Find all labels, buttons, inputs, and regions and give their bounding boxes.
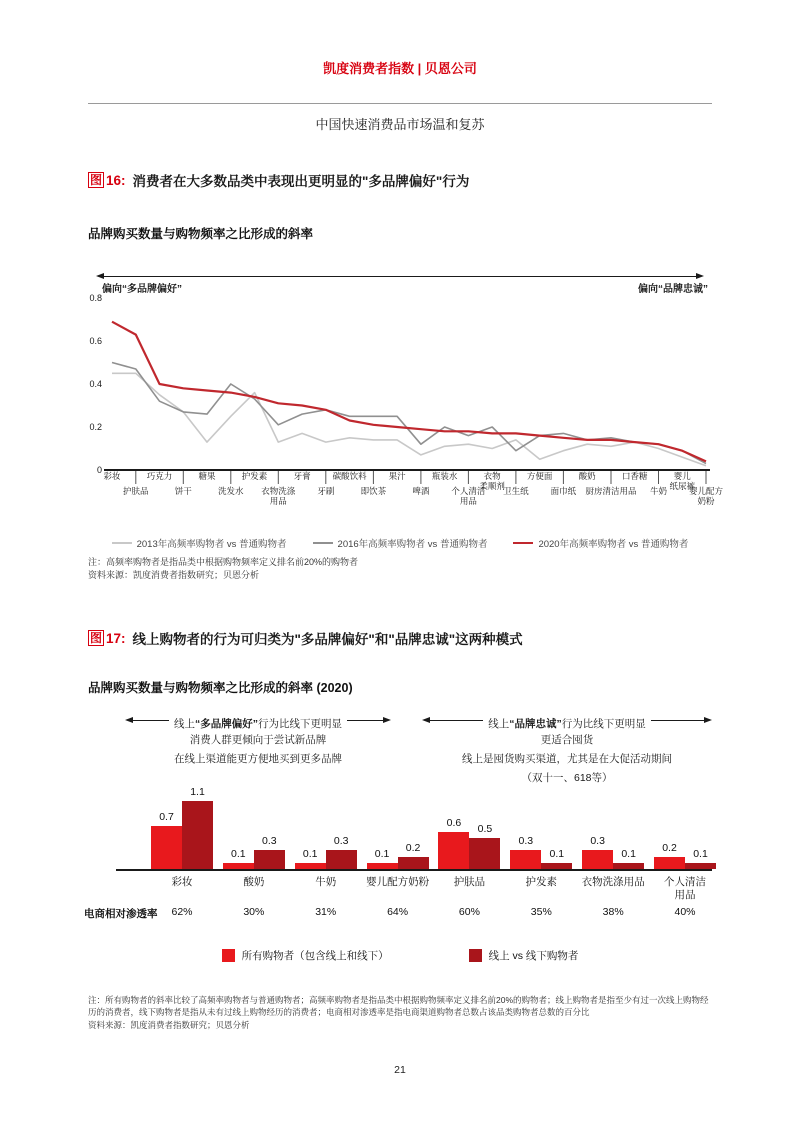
bar-all-shoppers: [510, 850, 541, 869]
penetration-value: 35%: [530, 906, 552, 918]
annotation-line: 消费人群更倾向于尝试新品牌: [189, 734, 327, 746]
category-label: 衣物洗涤 用品: [261, 486, 296, 507]
annotation-loyalty: [422, 714, 712, 786]
arrow-right-icon: [704, 717, 712, 723]
figure17-annotations: [88, 714, 712, 786]
bar-value-label: 0.2: [662, 841, 677, 854]
category-label: 护肤品: [122, 486, 149, 496]
bar-value-label: 0.1: [693, 847, 708, 860]
bar-online-vs-offline: [541, 863, 572, 869]
category-label: 护发素: [241, 471, 268, 481]
legend-square-swatch: [469, 949, 482, 962]
annotation-arrow: [125, 714, 391, 730]
annotation-lines: [422, 733, 712, 786]
annotation-title-pre: 线上: [488, 718, 510, 730]
y-axis-tick-label: 0.4: [89, 379, 102, 389]
figure16-source: 资料来源：凯度消费者指数研究；贝恩分析: [88, 570, 260, 581]
penetration-value: 38%: [602, 906, 624, 918]
bar-value-label: 1.1: [190, 785, 205, 798]
category-label: 洗发水: [218, 486, 244, 496]
figure17-source: 资料来源：凯度消费者指数研究；贝恩分析: [88, 1019, 250, 1030]
bar-all-shoppers: [367, 863, 398, 869]
category-label: 碳酸饮料: [332, 471, 367, 481]
penetration-row-label: 电商相对渗透率: [84, 908, 158, 920]
category-label: 婴儿配方 奶粉: [688, 486, 723, 507]
arrow-line: [102, 276, 698, 277]
category-label: 牙刷: [317, 486, 335, 496]
bar-value-label: 0.1: [621, 847, 636, 860]
bar-online-vs-offline: [398, 857, 429, 869]
category-label: 酸奶: [578, 471, 596, 481]
bar-category-label: 护肤品: [453, 876, 486, 888]
document-subtitle: 中国快速消费品市场温和复苏: [315, 117, 485, 132]
figure16-notes: [88, 556, 712, 582]
category-label: 牙膏: [293, 471, 311, 481]
line-chart-svg: [88, 294, 712, 486]
bar-value-label: 0.3: [518, 835, 534, 848]
category-label: 卫生纸: [503, 486, 529, 496]
bar-all-shoppers: [223, 863, 254, 869]
penetration-value: 64%: [387, 906, 409, 918]
chart2-subtitle: 品牌购买数量与购物频率之比形成的斜率 (2020): [88, 681, 353, 695]
line-series-2: [112, 363, 706, 464]
page-number: 21: [394, 1064, 406, 1076]
figure16-heading: [88, 170, 469, 190]
legend-label: 2013年高频率购物者 vs 普通购物者: [136, 539, 287, 550]
category-label: 厨房清洁用品: [585, 486, 637, 496]
header-divider: [88, 103, 712, 104]
penetration-value: 31%: [315, 906, 337, 918]
preference-axis-arrow: [96, 270, 704, 284]
category-label: 衣物 柔顺剂: [479, 471, 505, 492]
figure17-title: 线上购物者的行为可归类为"多品牌偏好"和"品牌忠诚"这两种模式: [132, 632, 523, 647]
line-chart-legend: [88, 536, 712, 550]
annotation-title-pre: 线上: [174, 718, 195, 730]
legend-item: [222, 948, 389, 963]
figure17-number: 17:: [106, 630, 126, 646]
bar-category-label: 衣物洗涤用品: [581, 876, 645, 888]
bar-category-label: 彩妆: [171, 876, 193, 888]
figure16-note: 注：高频率购物者是指品类中根据购物频率定义排名前20%的购物者: [88, 557, 359, 567]
legend-square-swatch: [222, 949, 235, 962]
bar-chart-axis: [116, 869, 712, 871]
bars-area: [84, 785, 712, 926]
annotation-title-post: 行为比线下更明显: [258, 718, 342, 730]
category-label: 巧克力: [146, 471, 173, 481]
category-label: 面巾纸: [550, 486, 577, 496]
legend-item: [513, 536, 688, 550]
figure16-badge: 图: [90, 173, 103, 187]
legend-label: 2016年高频率购物者 vs 普通购物者: [337, 539, 488, 550]
legend-item: [313, 536, 488, 550]
category-label: 方便面: [526, 471, 553, 481]
annotation-title-bold: “多品牌偏好”: [195, 718, 258, 730]
annotation-title: [483, 716, 651, 732]
annotation-multibrand: [125, 714, 391, 768]
bar-online-vs-offline: [469, 838, 500, 869]
line-series-3: [112, 322, 706, 462]
penetration-value: 60%: [458, 906, 480, 918]
bar-value-label: 0.6: [446, 816, 462, 829]
bar-value-label: 0.2: [405, 841, 421, 854]
legend-line-swatch: [313, 542, 333, 544]
y-axis-tick-label: 0: [96, 465, 102, 475]
bar-online-vs-offline: [685, 863, 716, 869]
bar-chart: [84, 785, 712, 926]
legend-label: 所有购物者（包含线上和线下）: [241, 950, 389, 962]
bar-all-shoppers: [438, 832, 469, 869]
figure17-notes: [88, 994, 712, 1031]
category-label: 婴儿 纸尿裤: [669, 471, 695, 492]
bar-value-label: 0.1: [231, 847, 246, 860]
y-axis-tick-label: 0.6: [89, 336, 102, 346]
bar-value-label: 0.3: [590, 835, 605, 848]
y-axis-tick-label: 0.8: [89, 294, 102, 303]
bar-all-shoppers: [654, 857, 685, 869]
legend-label: 2020年高频率购物者 vs 普通购物者: [538, 539, 689, 550]
figure17-note: 注：所有购物者的斜率比较了高频率购物者与普通购物者；高频率购物者是指品类中根据购物频率定义排名前20%的购物者；线上购物者是指至少有过一次线上购物经历的消费者，线下购物者是指从未有过线上购物经历的消费者；电商相对渗透率是指电商渠道购物者总数占该品类购物者总数的百分比: [88, 995, 709, 1018]
penetration-value: 30%: [243, 906, 265, 918]
category-label: 彩妆: [103, 471, 121, 481]
bar-online-vs-offline: [254, 850, 285, 869]
legend-label: 线上 vs 线下购物者: [488, 950, 579, 962]
bar-online-vs-offline: [613, 863, 644, 869]
axis-label-loyalty: 偏向“品牌忠诚”: [638, 284, 708, 295]
bar-value-label: 0.1: [374, 847, 390, 860]
bar-online-vs-offline: [326, 850, 357, 869]
figure16-title: 消费者在大多数品类中表现出更明显的"多品牌偏好"行为: [132, 174, 470, 189]
bar-category-label: 个人清洁 用品: [664, 876, 707, 902]
bar-category-label: 酸奶: [243, 876, 265, 888]
annotation-line: 在线上渠道能更方便地买到更多品牌: [174, 752, 342, 765]
bar-all-shoppers: [582, 850, 613, 869]
bar-category-label: 护发素: [525, 876, 558, 888]
bar-value-label: 0.1: [549, 847, 565, 860]
category-label: 口香糖: [621, 471, 648, 481]
annotation-lines: [125, 733, 391, 768]
bar-value-label: 0.3: [262, 835, 277, 848]
category-label: 啤酒: [412, 486, 430, 496]
chart1-subtitle: 品牌购买数量与购物频率之比形成的斜率: [88, 227, 314, 241]
legend-item: [469, 948, 579, 963]
annotation-title-bold: “品牌忠诚”: [509, 718, 562, 730]
figure16-number: 16:: [106, 172, 126, 188]
legend-item: [112, 536, 287, 550]
annotation-arrow: [422, 714, 712, 730]
bar-value-label: 0.3: [333, 835, 349, 848]
bar-chart-legend: [0, 948, 800, 963]
bar-value-label: 0.7: [159, 810, 174, 823]
line-chart: [88, 262, 723, 562]
arrow-right-icon: [696, 273, 704, 279]
category-label: 牛奶: [649, 486, 667, 496]
y-axis-tick-label: 0.2: [89, 422, 102, 432]
arrow-right-icon: [383, 717, 391, 723]
bar-category-label: 婴儿配方奶粉: [366, 876, 430, 888]
category-label: 瓶装水: [431, 471, 458, 481]
category-label: 即饮茶: [360, 486, 387, 496]
bar-all-shoppers: [151, 826, 182, 869]
penetration-value: 62%: [171, 906, 193, 918]
bar-category-label: 牛奶: [315, 876, 337, 888]
bar-all-shoppers: [295, 863, 326, 869]
category-label: 糖果: [198, 471, 216, 481]
annotation-title-post: 行为比线下更明显: [561, 718, 646, 730]
category-label: 饼干: [174, 486, 192, 496]
category-label: 个人清洁 用品: [451, 486, 486, 507]
bar-value-label: 0.1: [302, 847, 318, 860]
annotation-title: [169, 716, 347, 732]
annotation-line: 更适合囤货: [540, 734, 594, 746]
bar-online-vs-offline: [182, 801, 213, 869]
legend-line-swatch: [513, 542, 533, 544]
axis-label-multibrand: 偏向“多品牌偏好”: [102, 284, 182, 295]
figure17-heading: [88, 628, 523, 648]
annotation-line: 线上是囤货购买渠道，尤其是在大促活动期间: [462, 752, 672, 765]
figure17-badge: 图: [90, 631, 103, 645]
category-label: 果汁: [388, 471, 406, 481]
penetration-value: 40%: [674, 906, 696, 918]
legend-line-swatch: [112, 542, 132, 544]
header-brand: 凯度消费者指数 | 贝恩公司: [323, 61, 477, 76]
annotation-line: （双十一、618等）: [521, 771, 613, 784]
bar-value-label: 0.5: [477, 823, 493, 835]
line-series-1: [112, 373, 706, 465]
